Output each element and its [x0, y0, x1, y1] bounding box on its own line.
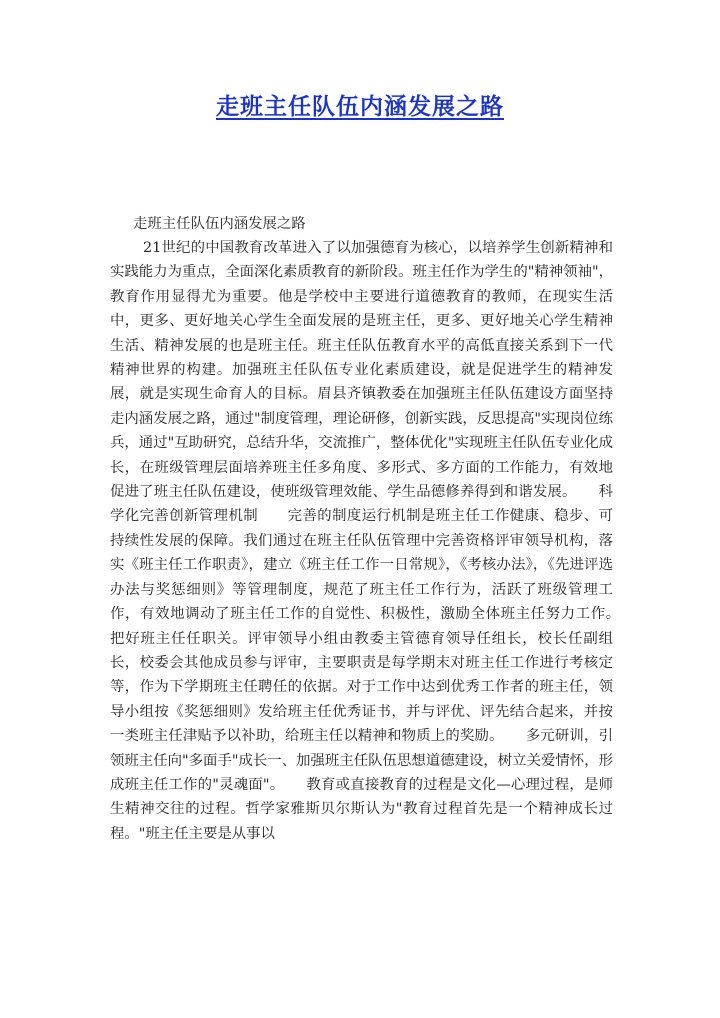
document-subtitle: 走班主任队伍内涵发展之路	[133, 216, 306, 232]
body-paragraph: 21世纪的中国教育改革进入了以加强德育为核心，以培养学生创新精神和实践能力为重点，全面深化素质教育的新阶段。班主任作为学生的"精神领袖"，教育作用显得尤为重要。他是学校中主要进行道德教育的教师，在现实生活中，更多、更好地关心学生全面发展的是班主任，更多、更好地关心学生精神生活、精神发展的也是班主任。班主任队伍教育水平的高低直接关系到下一代精神世界的构建。加强班主任队伍专业化素质建设，就是促进学生的精神发展，就是实现生命育人的目标。眉县齐镇教委在加强班主任队伍建设方面坚持走内涵发展之路，通过"制度管理，理论研修，创新实践，反思提高"实现岗位练兵，通过"互助研究，总结升华，交流推广，整体优化"实现班主任队伍专业化成长，在班级管理层面培养班主任多角度、多形式、多方面的工作能力，有效地促进了班主任队伍建设，使班级管理效能、学生品德修养得到和谐发展。 科学化完善创新管理机制 完善的制度运行机制是班主任工作健康、稳步、可持续性发展的保障。我们通过在班主任队伍管理中完善资格评审领导机构，落实《班主任工作职责》，建立《班主任工作一日常规》，《考核办法》，《先进评选办法与奖惩细则》等管理制度，规范了班主任工作行为，活跃了班级管理工作，有效地调动了班主任工作的自觉性、积极性，激励全体班主任努力工作。 把好班主任任职关。评审领导小组由教委主管德育领导任组长，校长任副组长，校委会其他成员参与评审，主要职责是每学期末对班主任工作进行考核定等，作为下学期班主任聘任的依据。对于工作中达到优秀工作者的班主任，领导小组按《奖惩细则》发给班主任优秀证书，并与评优、评先结合起来，并按一类班主任津贴予以补助，给班主任以精神和物质上的奖励。 多元研训，引领班主任向"多面手"成长一、加强班主任队伍思想道德建设，树立关爱情怀，形成班主任工作的"灵魂面"。 教育或直接教育的过程是文化—心理过程，是师生精神交往的过程。哲学家雅斯贝尔斯认为"教育过程首先是一个精神成长过程。"班主任主要是从事以	[110, 240, 642, 842]
page-title[interactable]: 走班主任队伍内涵发展之路	[216, 93, 504, 120]
